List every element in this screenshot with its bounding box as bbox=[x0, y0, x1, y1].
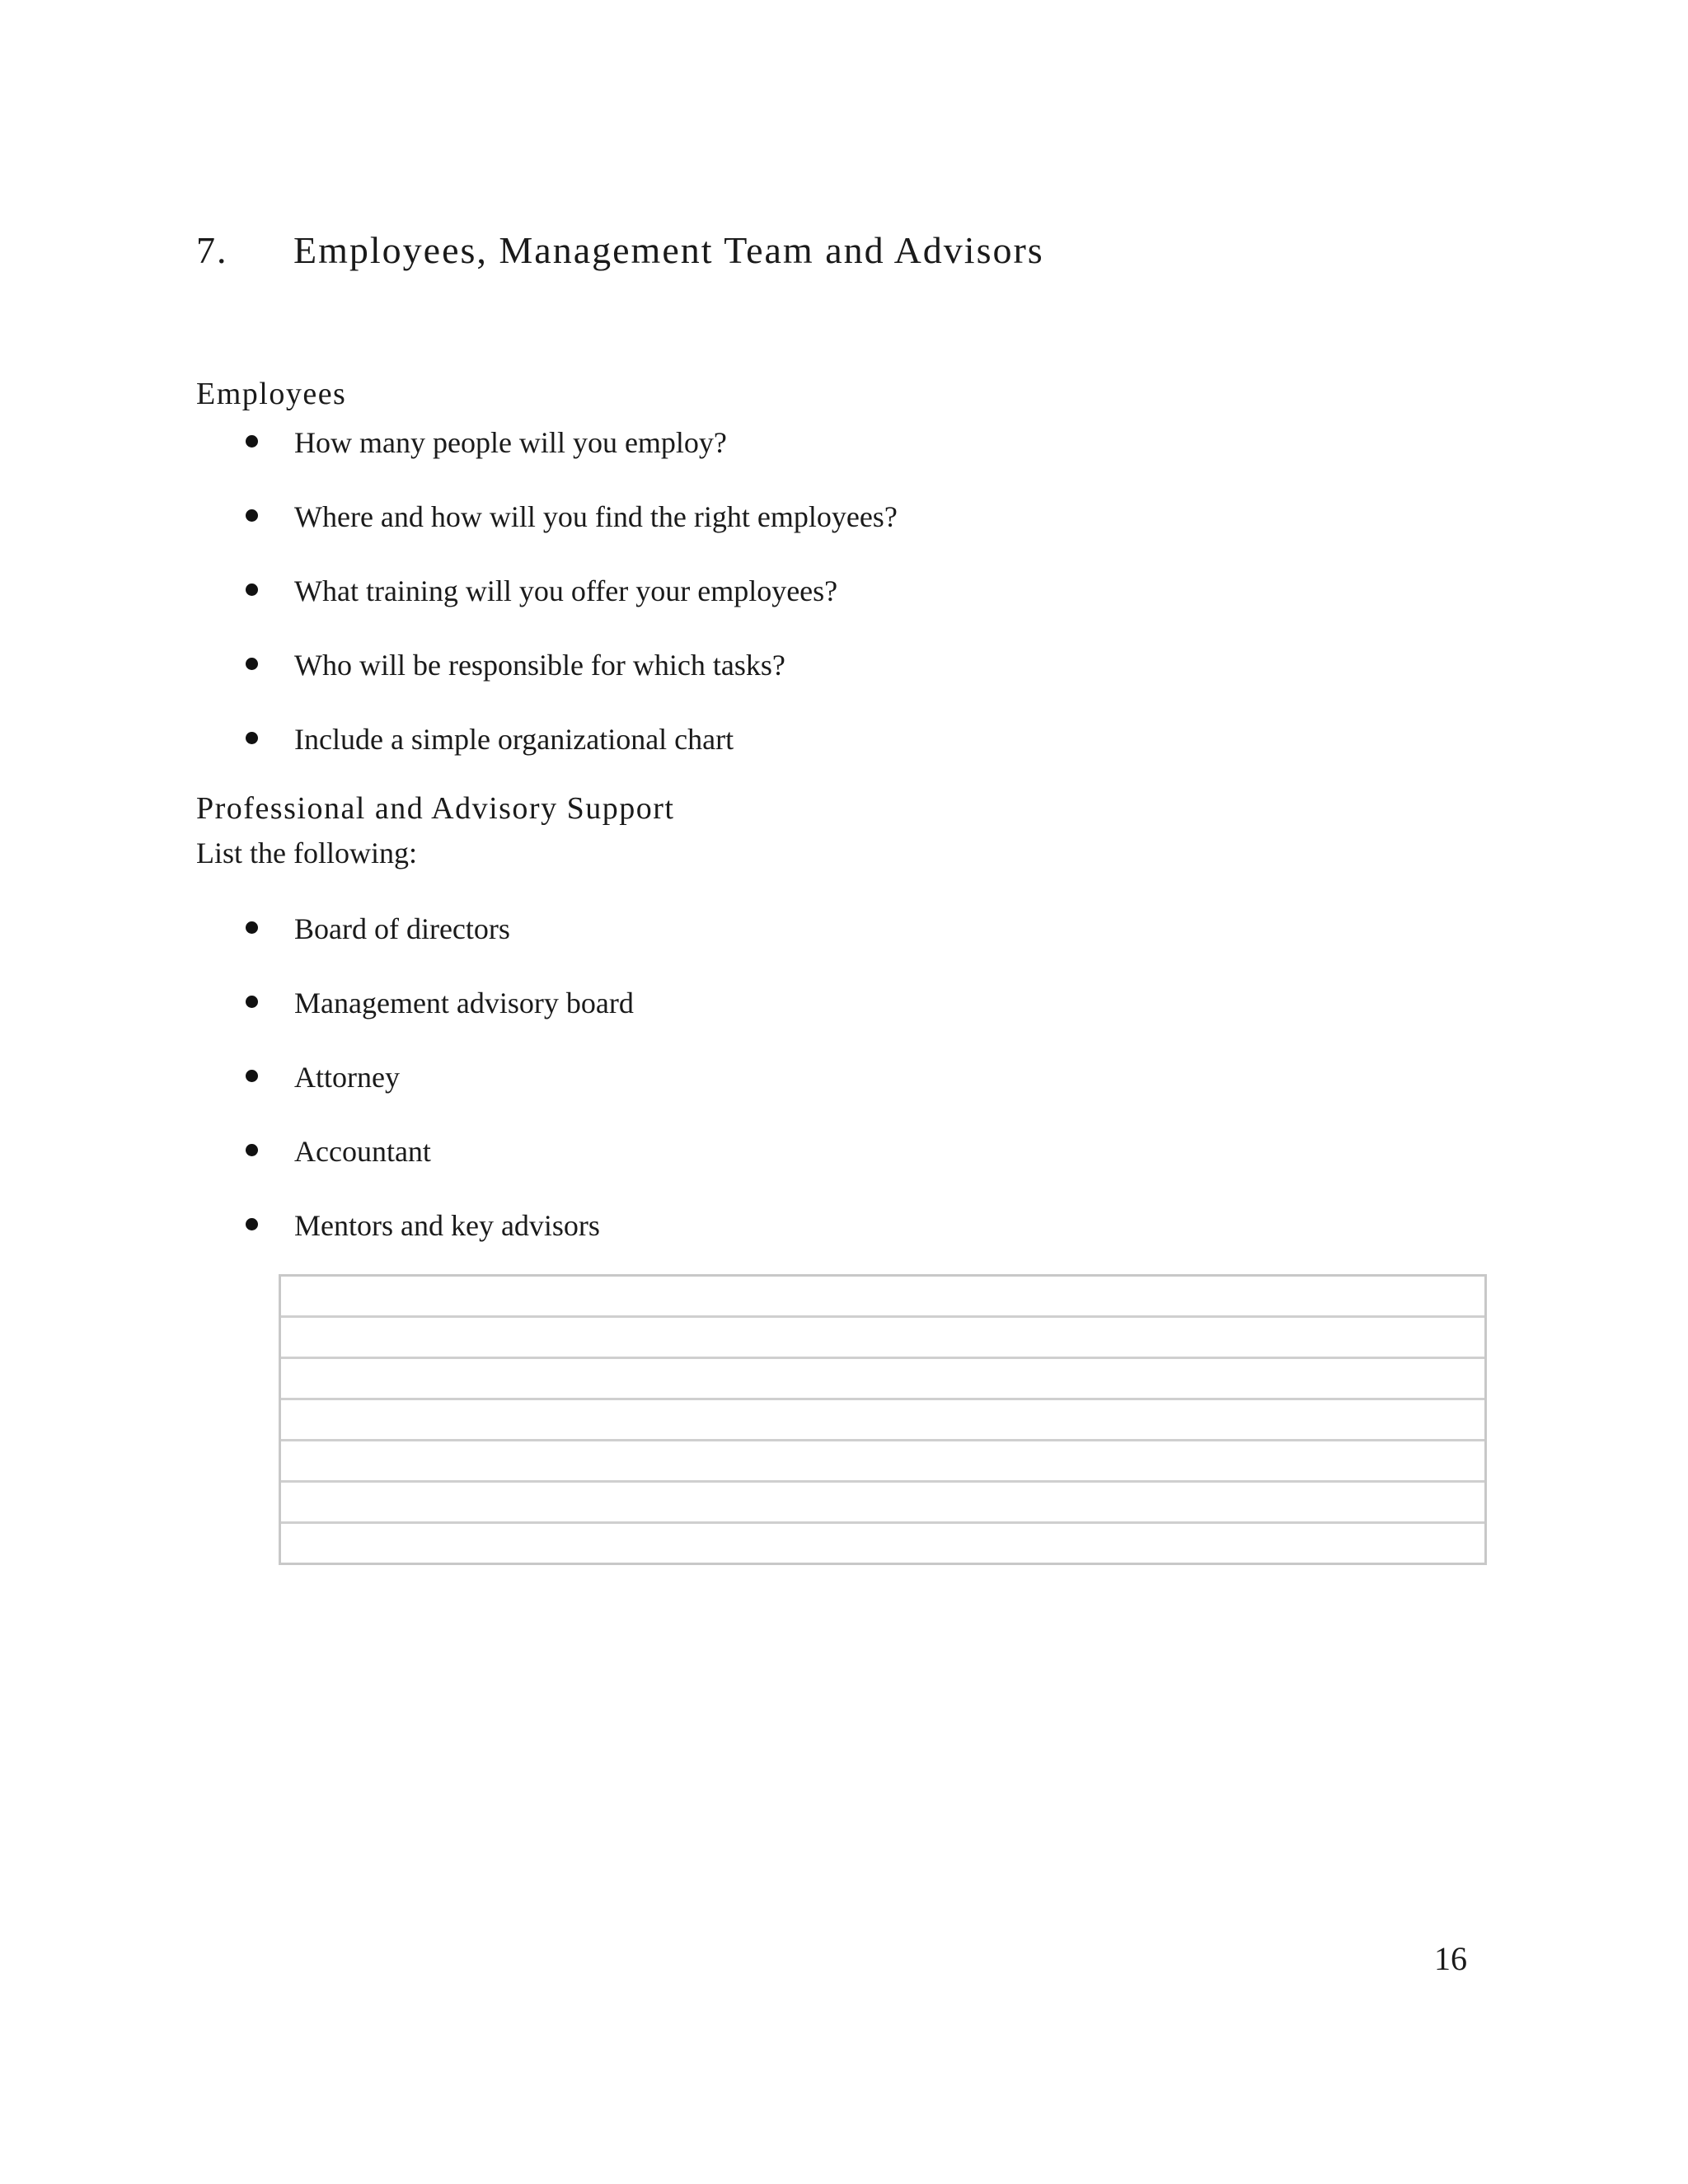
list-item bbox=[196, 572, 1515, 646]
writing-line[interactable] bbox=[281, 1277, 1484, 1318]
bullet-icon bbox=[246, 921, 258, 934]
list-item bbox=[196, 1207, 1515, 1281]
writing-line[interactable] bbox=[281, 1441, 1484, 1483]
bullet-icon bbox=[246, 583, 258, 596]
list-item bbox=[196, 424, 1515, 498]
list-item-text: Accountant bbox=[294, 1135, 431, 1168]
writing-line[interactable] bbox=[281, 1524, 1484, 1563]
section-title: Employees, Management Team and Advisors bbox=[293, 229, 1044, 271]
list-item-text: Include a simple organizational chart bbox=[294, 723, 734, 756]
list-item-text: Board of directors bbox=[294, 912, 510, 945]
list-item bbox=[196, 498, 1515, 572]
list-item bbox=[196, 1058, 1515, 1132]
list-item-text: Who will be responsible for which tasks? bbox=[294, 649, 785, 682]
writing-line[interactable] bbox=[281, 1400, 1484, 1441]
list-item bbox=[196, 646, 1515, 720]
list-item bbox=[196, 910, 1515, 984]
section-heading bbox=[196, 224, 1044, 277]
list-item bbox=[196, 984, 1515, 1058]
writing-line[interactable] bbox=[281, 1318, 1484, 1359]
list-item-text: Attorney bbox=[294, 1061, 400, 1094]
list-item bbox=[196, 720, 1515, 794]
writing-line[interactable] bbox=[281, 1483, 1484, 1524]
writing-lines-table[interactable] bbox=[279, 1274, 1487, 1565]
professional-support-heading: Professional and Advisory Support bbox=[196, 791, 675, 826]
list-item-text: Management advisory board bbox=[294, 987, 634, 1019]
professional-intro-text: List the following: bbox=[196, 837, 417, 869]
list-item bbox=[196, 1132, 1515, 1207]
bullet-icon bbox=[246, 435, 258, 448]
bullet-icon bbox=[246, 509, 258, 522]
employees-question-list bbox=[196, 424, 1515, 794]
bullet-icon bbox=[246, 1144, 258, 1156]
bullet-icon bbox=[246, 732, 258, 744]
list-item-text: How many people will you employ? bbox=[294, 426, 727, 459]
list-item-text: Where and how will you find the right employees? bbox=[294, 500, 898, 533]
writing-line[interactable] bbox=[281, 1359, 1484, 1400]
employees-heading: Employees bbox=[196, 377, 347, 411]
section-number: 7. bbox=[196, 229, 228, 271]
page-number: 16 bbox=[1434, 1940, 1467, 1977]
list-item-text: Mentors and key advisors bbox=[294, 1209, 600, 1242]
bullet-icon bbox=[246, 1218, 258, 1230]
bullet-icon bbox=[246, 1070, 258, 1082]
bullet-icon bbox=[246, 996, 258, 1008]
professional-support-list bbox=[196, 910, 1515, 1281]
list-item-text: What training will you offer your employees? bbox=[294, 574, 838, 607]
bullet-icon bbox=[246, 658, 258, 670]
